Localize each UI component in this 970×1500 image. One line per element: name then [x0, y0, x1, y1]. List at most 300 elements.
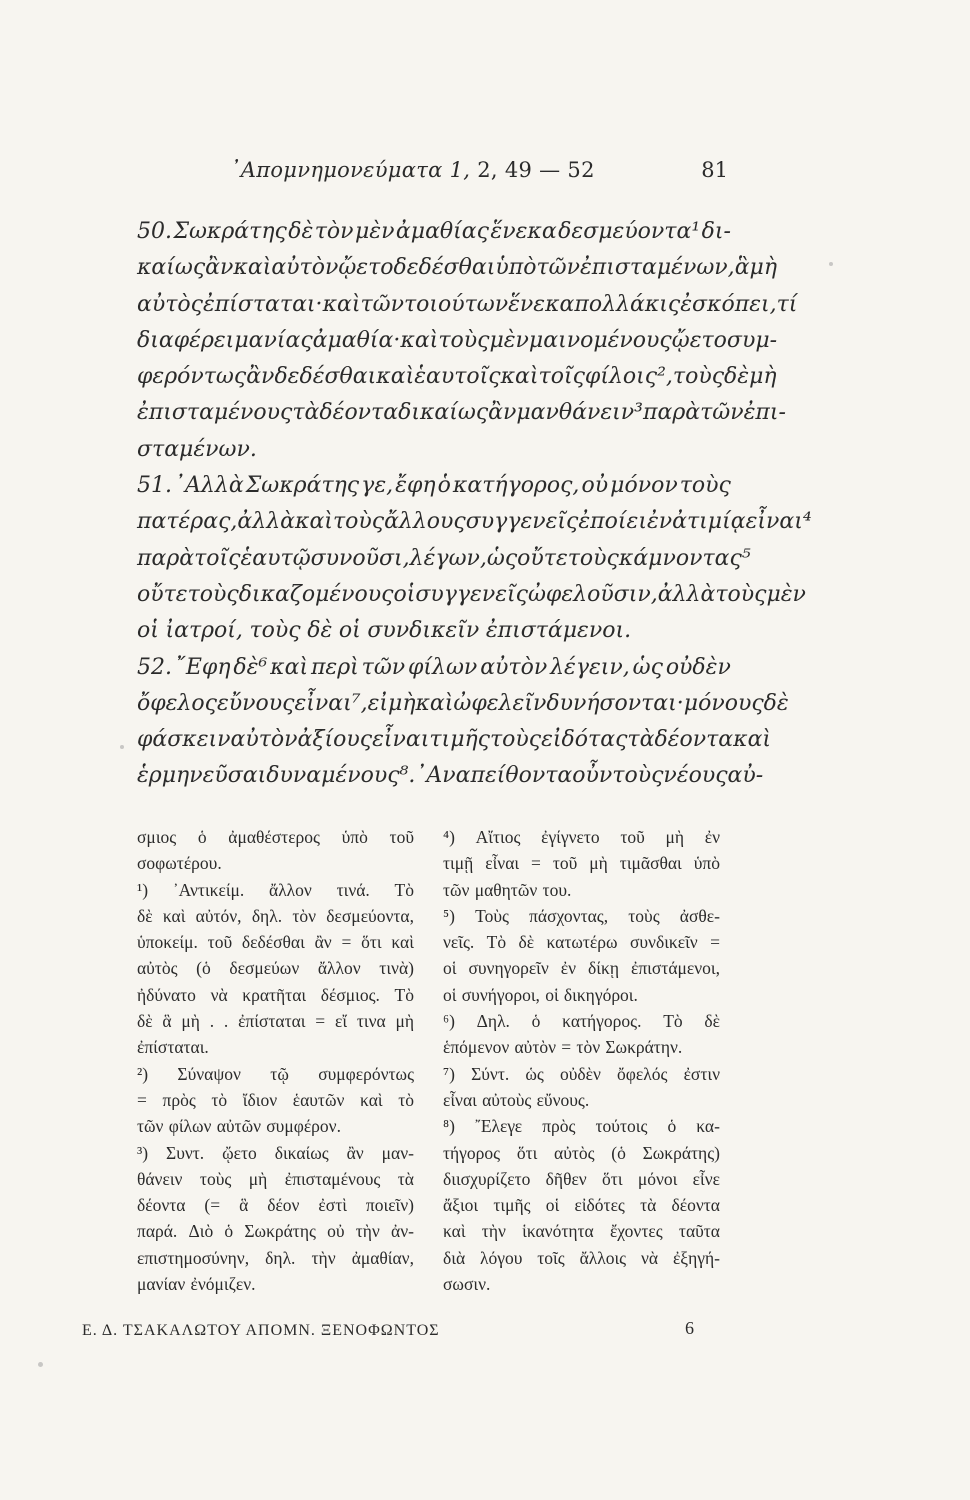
word: εἴ: [334, 1011, 348, 1032]
text-line: [443, 1113, 720, 1139]
word: καὶ: [500, 364, 539, 390]
word: καὶ: [391, 932, 414, 953]
word: συνοῦσι,: [310, 545, 410, 571]
word: οὖν: [572, 763, 613, 789]
word: εἶναι: [485, 853, 520, 874]
running-head: [230, 158, 730, 182]
word: ἀξίους: [297, 727, 373, 753]
word: εὔνους: [216, 690, 295, 716]
word: δέσμιος.: [320, 984, 380, 1005]
word: τοῖς: [538, 364, 585, 390]
text-line: [137, 1113, 414, 1139]
text-line: [137, 504, 812, 540]
word: μὴ: [248, 1168, 268, 1189]
word: συμ-: [726, 327, 778, 353]
word: δὲ: [724, 364, 750, 390]
word: τὰ: [627, 727, 655, 753]
word: ταῦτα: [678, 1221, 720, 1242]
word: καὶ: [233, 255, 272, 281]
word: (=: [204, 1195, 221, 1216]
word: ἀν-: [391, 1221, 414, 1242]
text-line: [137, 1218, 414, 1244]
word: νέους: [663, 763, 728, 789]
word: Σωκράτης: [244, 1221, 316, 1242]
text-line: [137, 1034, 414, 1060]
word: συγγενεῖς: [415, 581, 528, 607]
word: δηλ.: [251, 905, 283, 926]
text-line: [137, 541, 751, 577]
word: ἐξηγή-: [672, 1247, 720, 1268]
word: Διὸ: [188, 1221, 214, 1242]
word: αὐ-: [727, 763, 764, 789]
word: Τὸ: [486, 932, 507, 953]
word: κατήγορος.: [562, 1011, 642, 1032]
paper-speck: [38, 1362, 43, 1367]
sheet-number: 6: [685, 1318, 694, 1338]
word: δίκῃ: [588, 958, 619, 979]
word: εὔνους.: [536, 1089, 590, 1110]
word: ἃ: [734, 255, 750, 281]
word: τοῦ: [207, 932, 233, 953]
text-line: [137, 287, 798, 323]
word: φάσκειν: [137, 727, 231, 753]
word: αὐτὸς: [554, 1142, 595, 1163]
word: τὴν: [355, 1221, 380, 1242]
word: τοῦ: [552, 853, 578, 874]
word: ἐπίσταται: [238, 1011, 306, 1032]
word: δικαζομένους: [238, 581, 394, 607]
word: οἱ: [443, 958, 457, 979]
word: μαν-: [381, 1142, 414, 1163]
text-line: [137, 1245, 414, 1271]
word: θάνειν: [137, 1168, 183, 1189]
word: ⁶): [443, 1011, 455, 1032]
word: τοὺς: [567, 545, 619, 571]
word: μὲν: [766, 581, 806, 607]
word: εἶναι: [443, 1089, 477, 1110]
word: ἐν: [560, 958, 577, 979]
word: ⁸): [443, 1116, 455, 1137]
word: τὸν: [292, 905, 317, 926]
word: ὁ: [531, 1011, 541, 1032]
word: λόγου: [480, 1247, 523, 1268]
word: ἑαυτοῖς: [414, 364, 501, 390]
word: σωσιν.: [443, 1274, 491, 1295]
word: ὠφελεῖν: [453, 690, 547, 716]
word: ἐποίει: [578, 509, 647, 535]
text-line: [137, 650, 731, 686]
text-line: [137, 1140, 414, 1166]
word: δὲ: [288, 219, 314, 244]
word: Σωκράτης: [173, 219, 287, 244]
word: ἐν: [646, 509, 673, 535]
word: περὶ: [310, 654, 359, 680]
word: ὑπὸ: [495, 255, 537, 281]
word: ποιεῖν): [365, 1195, 414, 1216]
word: δεδέσθαι: [274, 364, 377, 390]
text-line: [137, 1008, 414, 1034]
text-line: [137, 929, 414, 955]
word: φίλοις²,: [584, 364, 673, 390]
text-line: [137, 1061, 414, 1087]
word: διισχυρίζετο: [443, 1168, 531, 1189]
word: εἰ: [367, 690, 389, 716]
paper-speck: [120, 745, 124, 749]
word: ἀσθε-: [679, 905, 720, 926]
word: διὰ: [443, 1247, 466, 1268]
word: τινα: [356, 1011, 386, 1032]
word: Τὸ: [394, 879, 414, 900]
word: μόνους: [683, 690, 764, 716]
text-line: [137, 468, 731, 504]
word: τῶν: [536, 255, 580, 281]
word: εἶναι⁷,: [294, 690, 368, 716]
word: ⁷): [443, 1063, 455, 1084]
word: 50.: [137, 219, 172, 244]
word: καὶ: [400, 327, 439, 353]
word: (ὁ: [611, 1142, 626, 1163]
printer-signature: Ε. Δ. ΤΣΑΚΑΛΩΤΟΥ ΑΠΟΜΝ. ΞΕΝΟΦΩΝΤΟΣ: [82, 1322, 440, 1339]
word: ἔχοντες: [609, 1221, 663, 1242]
text-line: [137, 1271, 414, 1297]
word: συνδικεῖν: [629, 932, 698, 953]
word: αὐτοὺς: [482, 1089, 532, 1110]
text-line: [443, 1087, 720, 1113]
text-line: [443, 1218, 720, 1244]
text-line: [137, 1192, 414, 1218]
text-line: [137, 613, 731, 649]
word: εἰδότας: [541, 727, 628, 753]
word: τοῦ: [389, 827, 414, 847]
word: ὁ: [667, 1116, 677, 1137]
word: δεδέσθαι: [393, 255, 496, 281]
word: μόνον: [610, 473, 678, 499]
word: ὠφελοῦσιν,: [527, 581, 658, 607]
word: ³): [137, 1142, 149, 1163]
word: ἑαυτῶν: [292, 1089, 345, 1110]
word: ἂν: [346, 1142, 364, 1163]
word: οὐδὲν: [559, 1063, 601, 1084]
word: Αἴτιος: [475, 827, 521, 847]
word: =: [341, 932, 352, 953]
word: τιμῆς: [493, 1195, 531, 1216]
word: καίως: [137, 255, 206, 281]
word: φερόντως: [137, 364, 247, 390]
word: αὐτὸς: [137, 291, 203, 317]
word: γε,: [361, 473, 394, 499]
word: ἀλλὰ: [237, 509, 296, 535]
word: δὲ: [763, 690, 789, 716]
word: Συντ.: [166, 1142, 205, 1163]
word: ὁ: [197, 827, 207, 847]
word: καὶ: [733, 727, 772, 753]
word: τοὺς: [199, 1168, 232, 1189]
word: ἐνόμιζεν.: [190, 1274, 256, 1295]
word: ἂν: [205, 255, 234, 281]
word: τινὰ): [379, 958, 414, 979]
word: συνήγοροι,: [461, 984, 540, 1005]
word: =: [531, 853, 541, 874]
word: δηλ.: [265, 1247, 296, 1268]
word: ἐστιν: [683, 1063, 720, 1084]
word: ὡς: [632, 654, 663, 680]
word: ὅτι: [516, 1142, 538, 1163]
text-line: [137, 722, 772, 758]
word: πατέρας,: [137, 509, 238, 535]
word: κατήγορος,: [452, 473, 580, 499]
word: δι-: [701, 219, 731, 244]
word: δεσμεύοντα¹: [558, 219, 701, 244]
word: συνδικεῖν: [367, 618, 480, 644]
word: ἐπισταμένους: [137, 400, 293, 426]
word: ᾤετο: [222, 1142, 257, 1163]
page-number: 81: [701, 158, 728, 182]
word: μανίας: [234, 327, 313, 353]
word: τὸ: [211, 1089, 228, 1110]
word: μαινομένους: [528, 327, 672, 353]
word: αὐτὸς: [137, 958, 178, 979]
footnotes-right-column: [443, 824, 720, 1297]
word: ἀτιμίᾳ: [672, 509, 746, 535]
word: ᾤετο: [338, 255, 394, 281]
word: ὁ: [224, 1221, 234, 1242]
word: τοὺς: [612, 763, 664, 789]
word: δέον: [267, 1195, 300, 1216]
word: ᾿Αντικείμ.: [172, 879, 245, 900]
word: .: [223, 1011, 229, 1032]
word: ὄφελός: [617, 1063, 668, 1084]
word: οἱ: [545, 1195, 560, 1216]
word: ὄφελος: [137, 690, 217, 716]
word: τὰ: [292, 400, 320, 426]
word: δὲ⁶: [233, 654, 268, 680]
word: τιμῆς: [429, 727, 490, 753]
word: ᾿Αναπείθοντα: [415, 763, 573, 789]
word: οἱ: [545, 984, 559, 1005]
text-line: [443, 1192, 720, 1218]
word: Τοὺς: [475, 905, 509, 926]
text-line: [137, 903, 414, 929]
word: τήγορος: [443, 1142, 501, 1163]
text-line: [137, 359, 777, 395]
word: αὐτὸν: [514, 1037, 557, 1058]
word: ἠδύνατο: [137, 984, 196, 1005]
word: ἐν: [704, 827, 720, 847]
text-line: [137, 323, 778, 359]
word: ἃ: [162, 1011, 172, 1032]
word: τῷ: [270, 1063, 289, 1084]
text-line: [137, 686, 789, 722]
text-line: [443, 824, 720, 850]
word: ἐσκόπει,: [680, 291, 777, 317]
word: ἐπι-: [743, 400, 786, 426]
word: τοὺς: [715, 581, 767, 607]
word: επιστημοσύνην,: [137, 1247, 250, 1268]
word: μὴ: [388, 690, 416, 716]
footnotes-left-column: [137, 824, 414, 1297]
word: ἕνεκα: [508, 291, 575, 317]
word: τὴν: [311, 1247, 336, 1268]
text-line: [443, 903, 720, 929]
word: καὶ: [295, 509, 333, 535]
word: κρατῆται: [242, 984, 307, 1005]
word: =: [315, 1011, 326, 1032]
word: ὡς: [486, 545, 518, 571]
word: κάμνοντας⁵: [618, 545, 751, 571]
word: εἶναι⁴: [745, 509, 812, 535]
word: ἐγίγνετο: [541, 827, 600, 847]
word: δὲ: [137, 905, 153, 926]
word: ²): [137, 1063, 149, 1084]
word: δὲ: [518, 932, 535, 953]
word: τινά.: [336, 879, 370, 900]
word: εἰδότες: [574, 1195, 625, 1216]
word: οὔτε: [137, 581, 188, 607]
running-head-title: ᾿Απομνημονεύματα 1,: [230, 158, 471, 182]
text-line: [137, 432, 731, 468]
word: σμιος: [137, 827, 177, 847]
word: τοῦ: [620, 827, 645, 847]
word: .: [209, 1011, 215, 1032]
word: τὰ: [640, 1195, 657, 1216]
word: συγγενεῖς: [465, 509, 579, 535]
word: ὑπὸ: [693, 853, 720, 874]
word: =: [561, 1037, 572, 1058]
text-line: [443, 1034, 720, 1060]
word: δεδέσθαι: [241, 932, 305, 953]
word: ἄξιοι: [443, 1195, 479, 1216]
word: δεσμεύοντα,: [326, 905, 414, 926]
word: δὲ: [137, 1011, 153, 1032]
text-line: [137, 1166, 414, 1192]
word: καὶ: [443, 1221, 466, 1242]
word: 51.: [137, 473, 172, 499]
word: τὸν: [314, 219, 354, 244]
word: μὴ: [749, 364, 777, 390]
word: Τὸ: [663, 1011, 683, 1032]
word: μὴ: [665, 827, 685, 847]
text-line: [137, 250, 778, 286]
word: τοῖς: [194, 545, 241, 571]
word: οὐδὲν: [665, 654, 731, 680]
word: δυνήσονται·: [546, 690, 684, 716]
word: συμφερόντως: [318, 1063, 414, 1084]
text-line: [443, 850, 720, 876]
text-line: [137, 824, 414, 850]
word: αὐτόν,: [195, 905, 242, 926]
word: μὴ: [181, 1011, 200, 1032]
word: κα-: [696, 1116, 720, 1137]
word: ἄλλον: [317, 958, 361, 979]
word: ἐπίσταται.: [137, 1037, 209, 1058]
word: οἱ: [393, 581, 416, 607]
text-line: [443, 1271, 720, 1297]
word: ⁴): [443, 827, 455, 847]
word: τὴν: [481, 1221, 506, 1242]
word: δέοντα: [137, 1195, 186, 1216]
word: ἐπισταμένους: [284, 1168, 381, 1189]
word: κατωτέρω: [546, 932, 618, 953]
word: 52.: [137, 654, 172, 680]
main-text: [137, 214, 812, 795]
word: παρά.: [137, 1221, 178, 1242]
word: ἄλλους: [384, 509, 466, 535]
word: ἂν: [314, 932, 332, 953]
word: Σωκράτης: [245, 473, 360, 499]
word: παρὰ: [643, 400, 701, 426]
word: ἱκανότητα: [522, 1221, 594, 1242]
word: του.: [542, 879, 572, 900]
word: ὅτι: [602, 1168, 623, 1189]
word: ἀλλὰ: [657, 581, 716, 607]
word: οὔτε: [517, 545, 568, 571]
word: αὐτὸν: [230, 727, 298, 753]
word: τὰ: [397, 1168, 414, 1189]
word: τοὺς: [679, 473, 731, 499]
text-line: [443, 1166, 720, 1192]
word: ἑπόμενον: [443, 1037, 510, 1058]
word: τῶν: [700, 400, 744, 426]
word: πρὸς: [162, 1089, 196, 1110]
word: ἐπισταμένων,: [579, 255, 735, 281]
word: δέοντα: [319, 400, 399, 426]
word: μὴ: [395, 1011, 414, 1032]
word: Τὸ: [394, 984, 414, 1005]
word: ἴδιον: [242, 1089, 278, 1110]
word: τῶν: [361, 654, 406, 680]
text-line: [137, 955, 414, 981]
word: καὶ: [270, 654, 309, 680]
text-line: [137, 577, 806, 613]
word: τῶν: [137, 1116, 164, 1137]
word: ἀμαθία·: [312, 327, 401, 353]
word: μὲν: [355, 219, 395, 244]
word: καὶ: [322, 291, 361, 317]
word: αὐτὸν: [480, 654, 548, 680]
word: μὲν: [489, 327, 529, 353]
word: ἄλλοις: [579, 1247, 627, 1268]
word: λέγειν,: [550, 654, 630, 680]
word: Σύναψον: [177, 1063, 241, 1084]
word: ἀμαθίας: [395, 219, 489, 244]
word: δὲ: [307, 618, 333, 644]
word: συμφέρον.: [266, 1116, 341, 1137]
word: διαφέρει: [137, 327, 235, 353]
word: νεῖς.: [443, 932, 475, 953]
word: δικηγόροι.: [563, 984, 638, 1005]
word: τὸ: [398, 1089, 414, 1110]
word: δῆθεν: [545, 1168, 587, 1189]
word: ὑποκείμ.: [137, 932, 198, 953]
word: σταμένων.: [137, 436, 257, 462]
word: ῎Ελεγε: [475, 1116, 523, 1137]
word: νὰ: [640, 1247, 659, 1268]
word: τοὺς: [332, 509, 385, 535]
text-line: [137, 850, 414, 876]
word: συνηγορεῖν: [468, 958, 549, 979]
word: =: [137, 1089, 147, 1110]
word: τῶν: [443, 879, 470, 900]
paper-speck: [829, 262, 833, 266]
word: εἶνε: [692, 1168, 720, 1189]
word: τοὺς: [187, 581, 239, 607]
word: τοῖς: [537, 1247, 565, 1268]
word: τοὺς: [672, 364, 725, 390]
word: καὶ: [360, 1089, 383, 1110]
word: ὅτι: [361, 932, 382, 953]
word: ⁵): [443, 905, 455, 926]
word: Σωκράτης): [642, 1142, 720, 1163]
